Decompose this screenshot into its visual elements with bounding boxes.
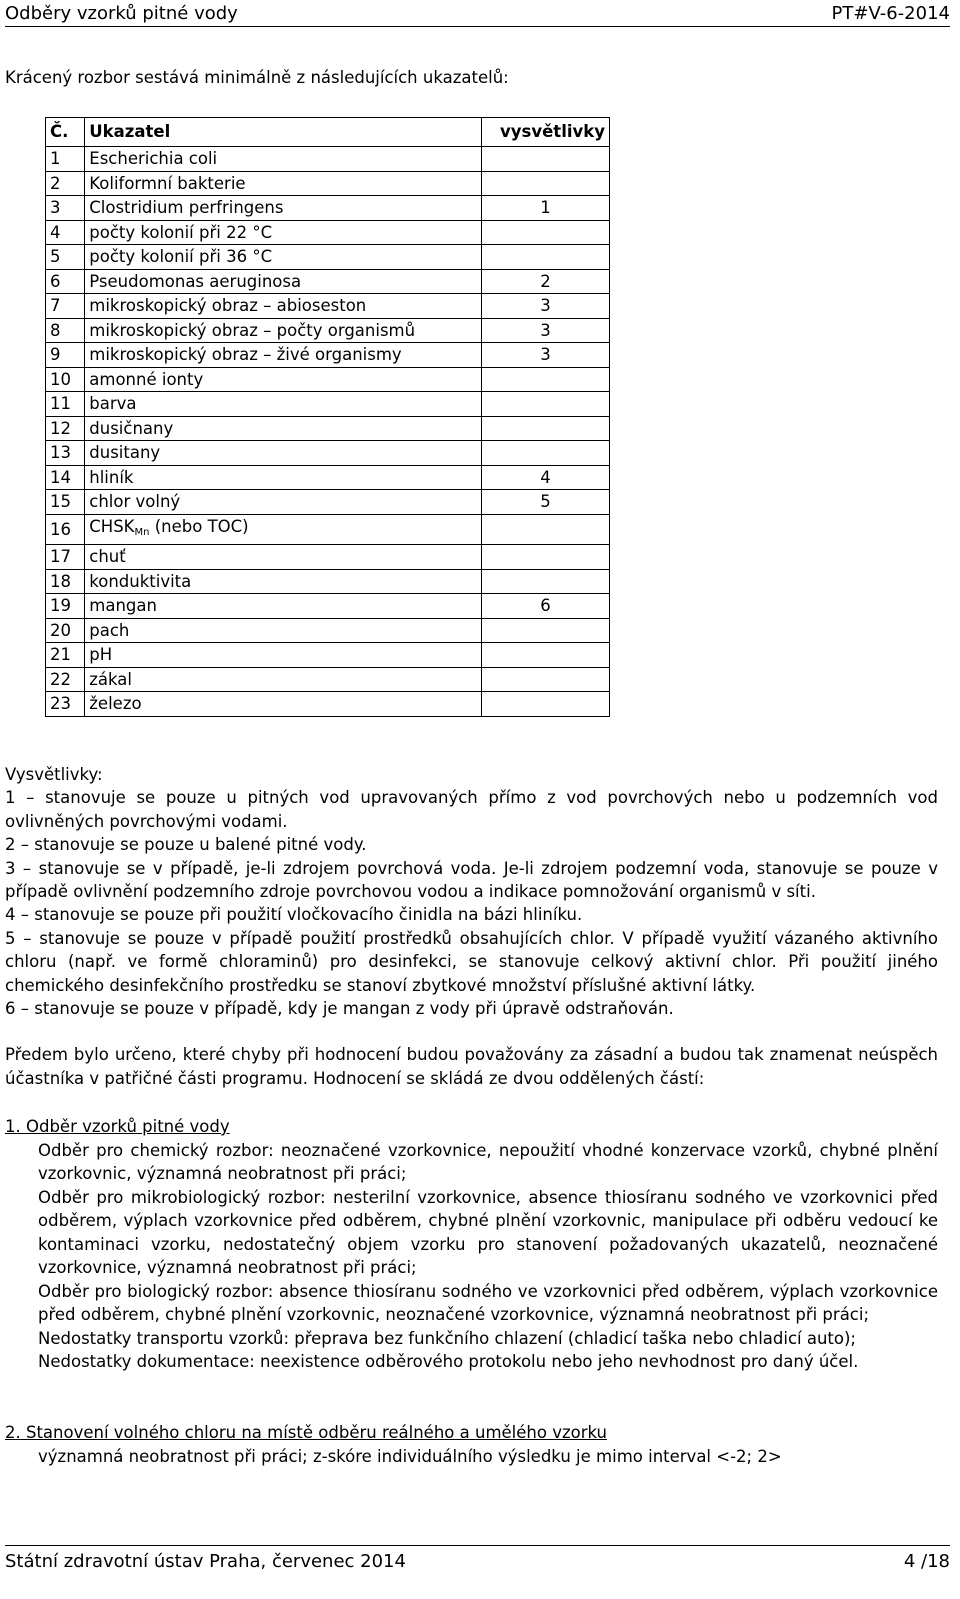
note-item: 5 – stanovuje se pouze v případě použití prostředků obsahujících chlor. V případě využití vázaného aktivního chloru (např. ve formě chloraminů) pro desinfekci, se stanovuje celkový aktivní chlor. Při použití jiného chemického desinfekčního prostředku se stanoví zbytkové množství příslušné aktivní látky.	[5, 928, 938, 995]
cell-indicator: Koliformní bakterie	[85, 171, 482, 196]
cell-note-ref	[482, 416, 610, 441]
cell-note-ref: 1	[482, 196, 610, 221]
cell-indicator: barva	[85, 392, 482, 417]
indicator-subscript: Mn	[134, 526, 150, 538]
cell-number: 6	[46, 269, 85, 294]
table-row	[46, 643, 610, 668]
cell-number: 8	[46, 318, 85, 343]
cell-note-ref	[482, 220, 610, 245]
note-item: 1 – stanovuje se pouze u pitných vod upravovaných přímo z vod povrchových nebo u podzemních vod ovlivněných povrchovými vodami.	[5, 788, 938, 831]
cell-note-ref: 3	[482, 318, 610, 343]
table-row	[46, 416, 610, 441]
table-row	[46, 367, 610, 392]
table-row	[46, 196, 610, 221]
cell-number: 21	[46, 643, 85, 668]
cell-number: 15	[46, 490, 85, 515]
cell-number: 22	[46, 667, 85, 692]
cell-indicator: pach	[85, 618, 482, 643]
cell-note-ref: 3	[482, 343, 610, 368]
cell-indicator: železo	[85, 692, 482, 717]
indicator-name-rest: (nebo TOC)	[149, 516, 249, 536]
cell-note-ref	[482, 245, 610, 270]
table-row	[46, 343, 610, 368]
cell-indicator: mikroskopický obraz – živé organismy	[85, 343, 482, 368]
cell-note-ref: 3	[482, 294, 610, 319]
note-item: 6 – stanovuje se pouze v případě, kdy je mangan z vody při úpravě odstraňován.	[5, 999, 674, 1019]
cell-indicator: chuť	[85, 545, 482, 570]
cell-note-ref	[482, 171, 610, 196]
cell-number: 4	[46, 220, 85, 245]
cell-indicator	[85, 514, 482, 545]
cell-number: 17	[46, 545, 85, 570]
cell-note-ref: 6	[482, 594, 610, 619]
cell-number: 18	[46, 569, 85, 594]
footer-page-number: 4 /18	[903, 1551, 950, 1572]
notes-block	[5, 763, 938, 1020]
cell-number: 11	[46, 392, 85, 417]
table-row	[46, 441, 610, 466]
cell-indicator: dusičnany	[85, 416, 482, 441]
header-title: Odběry vzorků pitné vody	[5, 3, 238, 24]
cell-note-ref	[482, 692, 610, 717]
cell-note-ref	[482, 545, 610, 570]
cell-note-ref	[482, 643, 610, 668]
cell-indicator: konduktivita	[85, 569, 482, 594]
table-row	[46, 594, 610, 619]
cell-note-ref	[482, 667, 610, 692]
cell-note-ref	[482, 569, 610, 594]
table-row	[46, 318, 610, 343]
section-1-item: Odběr pro mikrobiologický rozbor: nesterilní vzorkovnice, absence thiosíranu sodného ve vzorkovnici před odběrem, výplach vzorkovnice před odběrem, chybné plnění vzorkovnic, manipulace při odběru vedoucí ke kontaminaci vzorku, nedostatečný objem vzorku pro stanovení požadovaných ukazatelů, neoznačené vzorkovnice, významná neobratnost při práci;	[38, 1187, 938, 1277]
section-2-body: významná neobratnost při práci; z-skóre individuálního výsledku je mimo interval <-2; 2>	[38, 1446, 782, 1466]
cell-indicator: Clostridium perfringens	[85, 196, 482, 221]
cell-note-ref: 4	[482, 465, 610, 490]
cell-number: 20	[46, 618, 85, 643]
table-row	[46, 147, 610, 172]
cell-number: 1	[46, 147, 85, 172]
cell-indicator: mikroskopický obraz – počty organismů	[85, 318, 482, 343]
cell-note-ref	[482, 367, 610, 392]
note-item: 4 – stanovuje se pouze při použití vločkovacího činidla na bázi hliníku.	[5, 905, 583, 925]
section-1-item: Odběr pro biologický rozbor: absence thiosíranu sodného ve vzorkovnici před odběrem, výplach vzorkovnice před odběrem, chybné plnění vzorkovnic, neoznačené vzorkovnice, významná neobratnost při práci;	[38, 1281, 938, 1324]
col-header-indicator: Ukazatel	[85, 118, 482, 147]
cell-indicator: počty kolonií při 36 °C	[85, 245, 482, 270]
cell-note-ref	[482, 441, 610, 466]
table-row	[46, 569, 610, 594]
table-row	[46, 392, 610, 417]
cell-number: 2	[46, 171, 85, 196]
cell-number: 19	[46, 594, 85, 619]
cell-number: 14	[46, 465, 85, 490]
cell-indicator: počty kolonií při 22 °C	[85, 220, 482, 245]
table-row	[46, 545, 610, 570]
table-row	[46, 618, 610, 643]
section-1-item: Nedostatky transportu vzorků: přeprava bez funkčního chlazení (chladicí taška nebo chladicí auto);	[38, 1328, 856, 1348]
section-1-item: Odběr pro chemický rozbor: neoznačené vzorkovnice, nepoužití vhodné konzervace vzorků, chybné plnění vzorkovnic, významná neobratnost při práci;	[38, 1140, 938, 1183]
cell-indicator: zákal	[85, 667, 482, 692]
indicator-name: CHSK	[89, 516, 135, 536]
cell-note-ref: 5	[482, 490, 610, 515]
table-row	[46, 171, 610, 196]
cell-number: 10	[46, 367, 85, 392]
table-row	[46, 269, 610, 294]
section-1-title: 1. Odběr vzorků pitné vody	[5, 1117, 230, 1136]
table-row	[46, 490, 610, 515]
section-2	[5, 1421, 938, 1468]
table-row	[46, 465, 610, 490]
table-row	[46, 514, 610, 545]
cell-note-ref: 2	[482, 269, 610, 294]
evaluation-paragraph: Předem bylo určeno, které chyby při hodnocení budou považovány za zásadní a budou tak znamenat neúspěch účastníka v patřičné části programu. Hodnocení se skládá ze dvou oddělených částí:	[5, 1045, 938, 1088]
table-header-row	[46, 118, 610, 147]
section-1-item: Nedostatky dokumentace: neexistence odběrového protokolu nebo jeho nevhodnost pro daný účel.	[38, 1352, 859, 1371]
note-item: 3 – stanovuje se v případě, je-li zdrojem povrchová voda. Je-li zdrojem podzemní voda, stanovuje se pouze v případě ovlivnění podzemního zdroje povrchovou vodou a indikace pomnožování organismů v síti.	[5, 858, 938, 902]
page-footer	[5, 1545, 950, 1572]
cell-number: 23	[46, 692, 85, 717]
cell-indicator: Pseudomonas aeruginosa	[85, 269, 482, 294]
cell-number: 9	[46, 343, 85, 368]
cell-number: 16	[46, 514, 85, 545]
cell-indicator: Escherichia coli	[85, 147, 482, 172]
table-row	[46, 692, 610, 717]
cell-indicator: mangan	[85, 594, 482, 619]
cell-indicator: pH	[85, 643, 482, 668]
page-header	[5, 0, 950, 27]
cell-number: 7	[46, 294, 85, 319]
cell-indicator: chlor volný	[85, 490, 482, 515]
cell-indicator: dusitany	[85, 441, 482, 466]
cell-number: 5	[46, 245, 85, 270]
intro-text: Krácený rozbor sestává minimálně z následujících ukazatelů:	[5, 68, 509, 87]
table-row	[46, 220, 610, 245]
cell-indicator: hliník	[85, 465, 482, 490]
indicators-table	[45, 117, 610, 717]
cell-note-ref	[482, 514, 610, 545]
table-row	[46, 667, 610, 692]
cell-number: 12	[46, 416, 85, 441]
section-2-title: 2. Stanovení volného chloru na místě odběru reálného a umělého vzorku	[5, 1423, 608, 1442]
section-1	[5, 1115, 938, 1374]
cell-indicator: amonné ionty	[85, 367, 482, 392]
cell-note-ref	[482, 618, 610, 643]
footer-institution: Státní zdravotní ústav Praha, červenec 2014	[5, 1551, 406, 1572]
cell-note-ref	[482, 392, 610, 417]
table-row	[46, 245, 610, 270]
col-header-no: Č.	[46, 118, 85, 147]
notes-title: Vysvětlivky:	[5, 765, 103, 784]
cell-number: 3	[46, 196, 85, 221]
table-row	[46, 294, 610, 319]
cell-indicator: mikroskopický obraz – abioseston	[85, 294, 482, 319]
col-header-notes: vysvětlivky	[482, 118, 610, 147]
cell-number: 13	[46, 441, 85, 466]
note-item: 2 – stanovuje se pouze u balené pitné vody.	[5, 835, 367, 855]
header-code: PT#V-6-2014	[831, 3, 950, 24]
cell-note-ref	[482, 147, 610, 172]
